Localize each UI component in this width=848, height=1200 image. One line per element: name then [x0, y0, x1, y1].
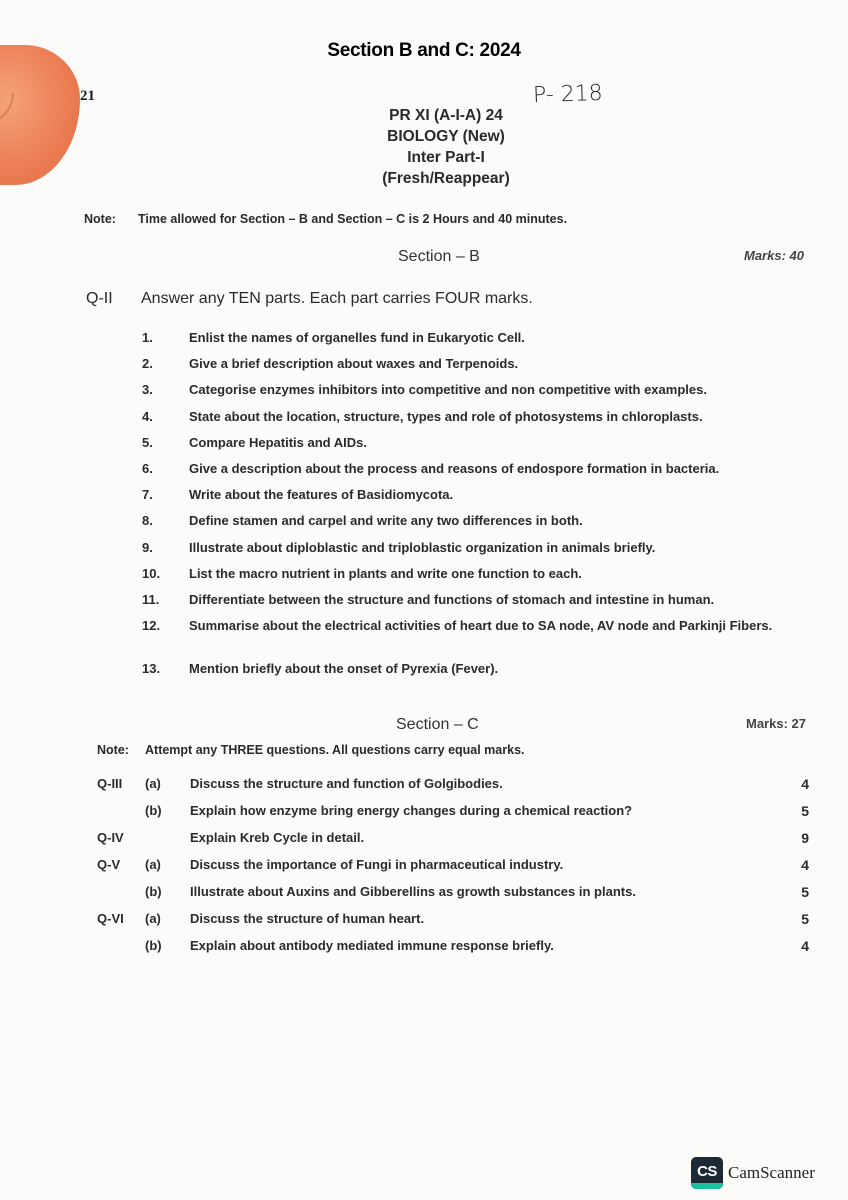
- question-number: Q-IV: [97, 830, 124, 845]
- note-label: Note:: [97, 743, 129, 757]
- question-part: (b): [145, 803, 162, 818]
- item-text: Mention briefly about the onset of Pyrexia (Fever).: [189, 661, 499, 677]
- camscanner-label: CamScanner: [728, 1163, 815, 1182]
- question-number: Q-III: [97, 776, 123, 791]
- list-item: [142, 435, 782, 461]
- question-part: (a): [145, 857, 161, 872]
- question-row: [97, 932, 809, 959]
- question-row: [97, 878, 809, 905]
- question-number: Q-VI: [97, 911, 124, 926]
- section-c-list: [97, 770, 809, 959]
- item-number: 8.: [142, 513, 153, 529]
- question-row: [97, 824, 809, 851]
- question-row: [97, 770, 809, 797]
- question-part: (b): [145, 938, 162, 953]
- item-number: 13.: [142, 661, 161, 677]
- item-text: Illustrate about diploblastic and triploblastic organization in animals briefly.: [189, 539, 656, 555]
- note-text: Time allowed for Section – B and Section – C is 2 Hours and 40 minutes.: [138, 212, 568, 226]
- question-label: Q-II: [86, 290, 113, 307]
- list-item: [142, 513, 782, 539]
- item-number: 4.: [142, 408, 153, 424]
- page-number: 21: [80, 88, 95, 104]
- section-c-note: [97, 743, 525, 757]
- camscanner-logo-icon: [691, 1157, 723, 1189]
- item-number: 3.: [142, 382, 153, 398]
- list-item: [142, 409, 782, 435]
- question-part: (a): [145, 911, 161, 926]
- camscanner-watermark: [691, 1157, 815, 1189]
- section-b-list: [142, 330, 782, 687]
- question-text: Discuss the importance of Fungi in pharmaceutical industry.: [190, 857, 564, 872]
- list-item: [142, 618, 782, 661]
- time-note: [84, 212, 567, 226]
- note-label: Note:: [84, 212, 116, 226]
- question-text: Discuss the structure of human heart.: [190, 911, 425, 926]
- item-number: 11.: [142, 591, 160, 607]
- question-part: (b): [145, 884, 162, 899]
- exam-code: PR XI (A-I-A) 24: [389, 107, 503, 124]
- item-text: List the macro nutrient in plants and write one function to each.: [189, 565, 582, 581]
- item-text: Categorise enzymes inhibitors into competitive and non competitive with examples.: [189, 382, 707, 398]
- question-marks: 4: [801, 856, 809, 873]
- item-text: Differentiate between the structure and functions of stomach and intestine in human.: [189, 591, 715, 607]
- item-text: State about the location, structure, types and role of photosystems in chloroplasts.: [189, 408, 703, 424]
- exam-level: Inter Part-I: [407, 149, 485, 166]
- question-number: Q-V: [97, 857, 121, 872]
- section-c-title: Section – C: [396, 716, 479, 733]
- item-number: 5.: [142, 434, 153, 450]
- exam-subject: BIOLOGY (New): [387, 128, 505, 145]
- list-item: [142, 461, 782, 487]
- question-text: Illustrate about Auxins and Gibberellins as growth substances in plants.: [190, 884, 636, 899]
- camscanner-badge-text: CS: [697, 1162, 717, 1180]
- list-item: [142, 661, 782, 687]
- list-item: [142, 540, 782, 566]
- list-item: [142, 356, 782, 382]
- exam-type: (Fresh/Reappear): [382, 170, 510, 187]
- item-number: 1.: [142, 330, 153, 345]
- list-item: [142, 566, 782, 592]
- item-text: Write about the features of Basidiomycota.: [189, 487, 454, 503]
- section-b-marks: Marks: 40: [744, 248, 804, 263]
- list-item: [142, 382, 782, 408]
- question-marks: 5: [801, 802, 809, 819]
- item-number: 7.: [142, 487, 153, 503]
- item-number: 12.: [142, 618, 161, 634]
- question-marks: 4: [801, 775, 809, 792]
- item-number: 6.: [142, 460, 153, 476]
- question-text: Explain about antibody mediated immune response briefly.: [190, 938, 554, 953]
- question-row: [97, 851, 809, 878]
- section-b-question: [86, 290, 533, 308]
- item-text: Enlist the names of organelles fund in Eukaryotic Cell.: [189, 330, 525, 345]
- handwritten-note: P- 218: [532, 80, 604, 109]
- section-b-title: Section – B: [398, 248, 480, 265]
- question-text: Explain how enzyme bring energy changes during a chemical reaction?: [190, 803, 633, 818]
- section-c-marks: Marks: 27: [746, 716, 806, 731]
- question-marks: 5: [801, 910, 809, 927]
- question-row: [97, 797, 809, 824]
- question-marks: 4: [801, 937, 809, 954]
- item-number: 2.: [142, 356, 153, 372]
- question-row: [97, 905, 809, 932]
- item-number: 9.: [142, 539, 153, 555]
- item-text: Summarise about the electrical activities of heart due to SA node, AV node and Parkinji Fibers.: [189, 618, 773, 634]
- question-marks: 9: [801, 829, 809, 846]
- exam-header: [0, 105, 848, 189]
- list-item: [142, 592, 782, 618]
- question-text: Explain Kreb Cycle in detail.: [190, 830, 365, 845]
- item-text: Give a description about the process and reasons of endospore formation in bacteria.: [189, 460, 720, 476]
- list-item: [142, 487, 782, 513]
- document-top-title: Section B and C: 2024: [327, 40, 521, 61]
- question-text: Discuss the structure and function of Golgibodies.: [190, 776, 503, 791]
- item-text: Define stamen and carpel and write any two differences in both.: [189, 513, 583, 529]
- item-text: Compare Hepatitis and AIDs.: [189, 434, 367, 450]
- item-number: 10.: [142, 565, 161, 581]
- note-text: Attempt any THREE questions. All questions carry equal marks.: [145, 743, 525, 757]
- item-text: Give a brief description about waxes and Terpenoids.: [189, 356, 519, 372]
- question-part: (a): [145, 776, 161, 791]
- question-marks: 5: [801, 883, 809, 900]
- list-item: [142, 330, 782, 356]
- question-instruction: Answer any TEN parts. Each part carries FOUR marks.: [141, 290, 533, 307]
